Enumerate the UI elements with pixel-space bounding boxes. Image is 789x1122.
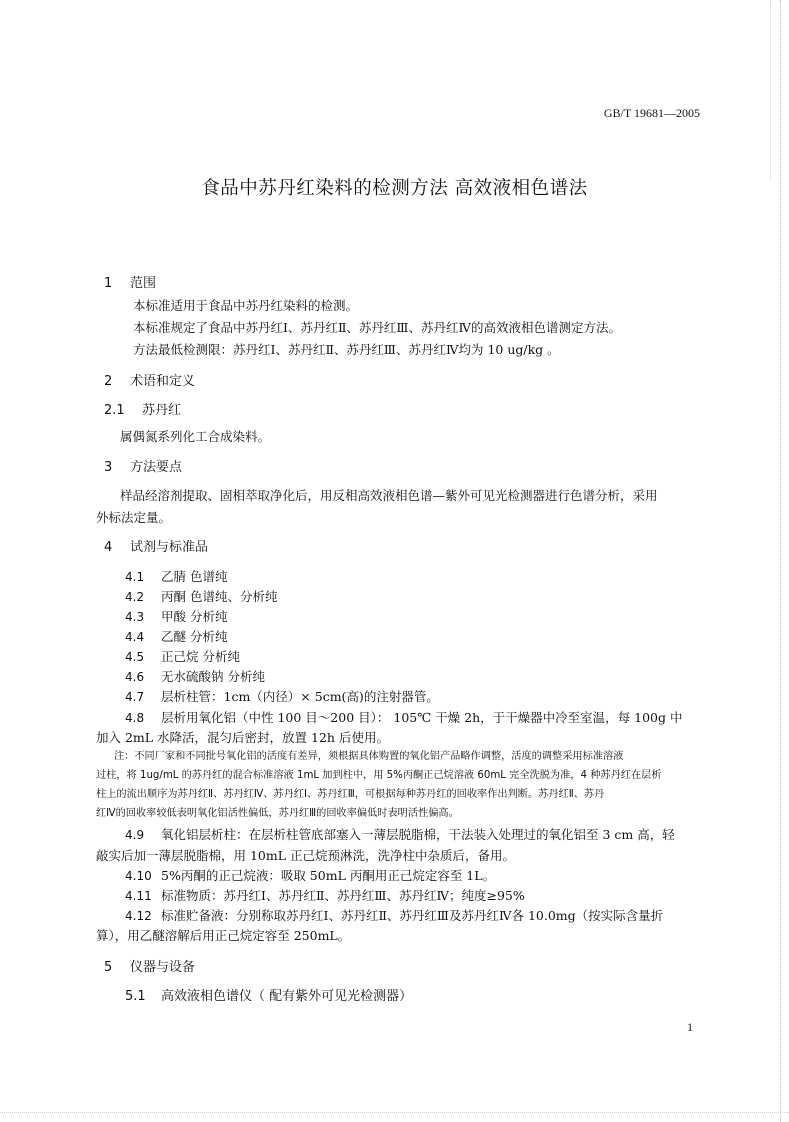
scan-edge-right bbox=[779, 0, 781, 1122]
section-5-1-heading bbox=[125, 985, 412, 1004]
note-line: 过柱，将 1ug/mL 的苏丹红的混合标准溶液 1mL 加到柱中，用 5%丙酮正己烷溶液 60mL 完全洗脱为准，4 种苏丹红在层析 bbox=[96, 770, 662, 781]
paragraph-line: 算），用乙醚溶解后用正己烷定容至 250mL。 bbox=[96, 928, 351, 943]
section-title: 范围 bbox=[130, 276, 157, 291]
paragraph-line: 属偶氮系列化工合成染料。 bbox=[120, 429, 271, 444]
section-2-1-heading bbox=[104, 399, 181, 418]
list-item: 4.8 层析用氧化铝（中性 100 目～200 目）： 105℃ 干燥 2h，于干燥器中冷至室温，每 100g 中 bbox=[125, 710, 683, 725]
paragraph-line: 方法最低检测限：苏丹红Ⅰ、苏丹红Ⅱ、苏丹红Ⅲ、苏丹红Ⅳ均为 10 ug/kg 。 bbox=[133, 342, 560, 357]
note-line: 柱上的流出顺序为苏丹红Ⅱ、苏丹红Ⅳ、苏丹红Ⅰ、苏丹红Ⅲ，可根据每种苏丹红的回收率作出判断。苏丹红Ⅱ、苏丹 bbox=[96, 789, 605, 800]
paragraph-line: 外标法定量。 bbox=[96, 510, 172, 525]
list-item: 4.11 标准物质：苏丹红Ⅰ、苏丹红Ⅱ、苏丹红Ⅲ、苏丹红Ⅳ；纯度≥95% bbox=[125, 888, 525, 903]
section-title: 苏丹红 bbox=[142, 403, 182, 418]
list-item: 4.3 甲酸 分析纯 bbox=[125, 609, 228, 624]
page-title: 食品中苏丹红染料的检测方法 高效液相色谱法 bbox=[201, 178, 588, 199]
note-line: 注：不同厂家和不同批号氧化铝的活度有差异，须根据具体购置的氧化铝产品略作调整，活度的调整采用标准溶液 bbox=[114, 751, 624, 762]
section-number: 4 bbox=[104, 540, 113, 555]
note-line: 红Ⅳ的回收率较低表明氧化铝活性偏低，苏丹红Ⅲ的回收率偏低时表明活性偏高。 bbox=[96, 808, 459, 819]
section-number: 2 bbox=[104, 374, 113, 389]
section-1-heading bbox=[104, 272, 156, 291]
list-item: 4.9 氧化铝层析柱：在层析柱管底部塞入一薄层脱脂棉，干法装入处理过的氧化铝至 3 cm 高，轻 bbox=[125, 827, 675, 842]
section-2-heading bbox=[104, 370, 195, 389]
paragraph-line: 敲实后加一薄层脱脂棉，用 10mL 正己烷预淋洗，洗净柱中杂质后，备用。 bbox=[96, 848, 516, 863]
section-3-heading bbox=[104, 456, 182, 475]
list-item: 4.2 丙酮 色谱纯、分析纯 bbox=[125, 589, 278, 604]
paragraph-line: 本标准适用于食品中苏丹红染料的检测。 bbox=[133, 298, 359, 313]
list-item: 4.4 乙醚 分析纯 bbox=[125, 629, 228, 644]
section-title: 试剂与标准品 bbox=[130, 540, 209, 555]
list-item: 4.7 层析柱管：1cm（内径）× 5cm(高)的注射器管。 bbox=[125, 689, 439, 704]
section-number: 5 bbox=[104, 960, 113, 975]
section-number: 1 bbox=[104, 276, 113, 291]
section-number: 2.1 bbox=[104, 403, 125, 418]
list-item: 4.5 正己烷 分析纯 bbox=[125, 649, 240, 664]
list-item: 4.10 5%丙酮的正己烷液：吸取 50mL 丙酮用正己烷定容至 1L。 bbox=[125, 868, 496, 883]
section-4-heading bbox=[104, 536, 208, 555]
paragraph-line: 样品经溶剂提取、固相萃取净化后，用反相高效液相色谱—紫外可见光检测器进行色谱分析，采用 bbox=[120, 488, 658, 503]
list-item: 4.12 标准贮备液：分别称取苏丹红Ⅰ、苏丹红Ⅱ、苏丹红Ⅲ及苏丹红Ⅳ各 10.0mg（按实际含量折 bbox=[125, 908, 664, 923]
scan-edge-right-inner bbox=[769, 0, 771, 180]
paragraph-line: 加入 2mL 水降活，混匀后密封，放置 12h 后使用。 bbox=[96, 730, 389, 745]
section-title: 仪器与设备 bbox=[130, 960, 196, 975]
section-title: 方法要点 bbox=[130, 460, 183, 475]
list-item: 4.6 无水硫酸钠 分析纯 bbox=[125, 669, 265, 684]
scan-edge-bottom bbox=[0, 1112, 789, 1114]
section-number: 3 bbox=[104, 460, 113, 475]
page-number: 1 bbox=[687, 1020, 693, 1034]
list-item: 4.1 乙腈 色谱纯 bbox=[125, 569, 228, 584]
section-5-heading bbox=[104, 956, 195, 975]
section-title: 高效液相色谱仪（ 配有紫外可见光检测器） bbox=[161, 989, 413, 1004]
section-number: 5.1 bbox=[125, 989, 146, 1004]
standard-number: GB/T 19681—2005 bbox=[603, 106, 700, 120]
paragraph-line: 本标准规定了食品中苏丹红Ⅰ、苏丹红Ⅱ、苏丹红Ⅲ、苏丹红Ⅳ的高效液相色谱测定方法。 bbox=[133, 320, 621, 335]
section-title: 术语和定义 bbox=[130, 374, 196, 389]
